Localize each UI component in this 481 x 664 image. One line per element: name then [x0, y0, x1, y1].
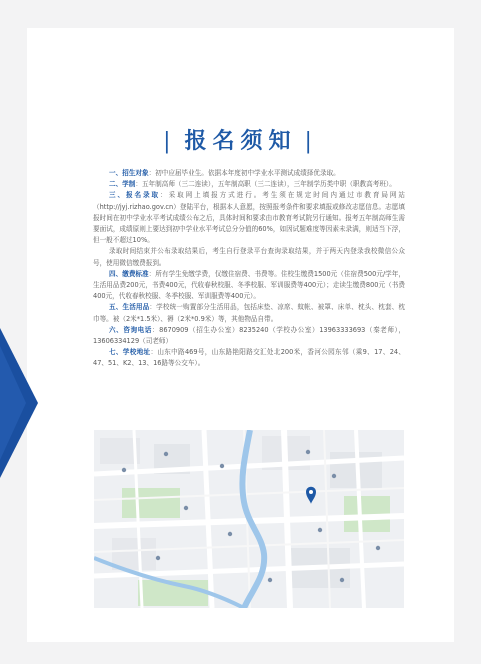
location-map	[94, 430, 404, 608]
page-title: | 报名须知 |	[163, 128, 318, 154]
section-supplies: 五、生活用品：学校统一购置部分生活用品，包括床垫、凉席、蚊帐、被罩、床单、枕头、枕套、枕巾等。被（2米*1.5米）、褥（2米*0.9米）等，其他物品自带。	[93, 303, 406, 323]
notice-body	[93, 168, 405, 370]
side-arrow-decoration	[0, 328, 42, 478]
section-registration: 三、报名录取：采取网上填报方式进行。考生须在规定时间内通过市教育局网站（http://jyj.rizhao.gov.cn）登陆平台，根据本人意愿，按照报考条件和要求填报或修改志愿信息。志愿填报时间在初中学业水平考试成绩公布之后，具体时间和要求由市教育考试院另行通知。报考五年制高师生需要面试，成绩原则上要达到初中学业水平考试总分分值的60%，如因试题难度等因素未录满，则适当下浮，但一般不超过10%。	[93, 191, 406, 245]
section-target: 一、招生对象：初中应届毕业生。依据本年度初中学业水平测试成绩择优录取。	[109, 169, 340, 177]
park-area	[122, 488, 180, 518]
section-schooling: 二、学制：五年制高师（三二连读），五年制高职（三二连读），三年制学历类中职（职教高考班）。	[109, 180, 396, 189]
section-phone: 六、咨询电话：8670909（招生办公室）8235240（学校办公室）13963333693（秦老师），13606334129（司老师）	[93, 325, 406, 346]
title-block	[0, 124, 481, 155]
section-address: 七、学校地址：山东中路469号，山东路艳阳路交汇处北200米，香河公园东邻（乘9、17、24、47、51、K2、13、16路等公交车）。	[93, 348, 405, 368]
section-admission-result: 录取时间结束并公布录取结果后，考生自行登录平台查询录取结果，并于两天内登录我校微信公众号，使用微信缴费报到。	[93, 247, 405, 267]
section-fees: 四、缴费标准：所有学生免缴学费，仅缴住宿费、书费等。住校生缴费1500元（住宿费500元/学年，生活用品费200元，书费400元，代收春秋校服、冬季校服、军训服费等400元）；走读生缴费800元（书费400元，代收春秋校服、冬季校服、军训服费等400元）。	[93, 269, 405, 301]
map-graphic	[94, 430, 404, 608]
